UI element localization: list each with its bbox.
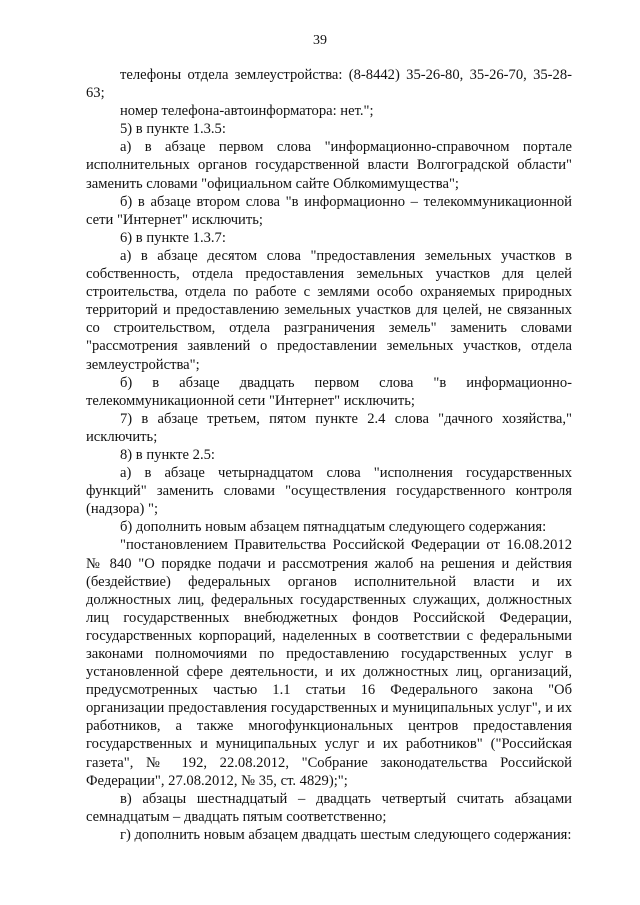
paragraph-item-5a: а) в абзаце первом слова "информационно-справочном портале исполнительных органов государственной власти Волгоградской области" заменить словами "официальном сайте Облкомимущества"; — [86, 139, 572, 192]
page-number: 39 — [313, 33, 327, 48]
paragraph-item-7: 7) в абзаце третьем, пятом пункте 2.4 слова "дачного хозяйства," исключить; — [86, 410, 572, 445]
paragraph-item-6: 6) в пункте 1.3.7: — [120, 229, 226, 246]
paragraph-item-8a: а) в абзаце четырнадцатом слова "исполнения государственных функций" заменить словами "осуществления государственного контроля (надзора) "; — [86, 465, 572, 518]
paragraph-item-5: 5) в пункте 1.3.5: — [120, 121, 226, 138]
paragraph-item-8b: б) дополнить новым абзацем пятнадцатым следующего содержания: — [120, 519, 547, 536]
paragraph-autoinformer-phone: номер телефона-автоинформатора: нет."; — [120, 103, 374, 120]
paragraph-item-8: 8) в пункте 2.5: — [120, 446, 215, 463]
paragraph-item-6b: б) в абзаце двадцать первом слова "в информационно-телекоммуникационной сети "Интернет" исключить; — [86, 374, 572, 409]
paragraph-item-5b: б) в абзаце втором слова "в информационно – телекоммуникационной сети "Интернет" исключить; — [86, 193, 572, 228]
paragraph-quoted-resolution: "постановлением Правительства Российской Федерации от 16.08.2012 № 840 "О порядке подачи и рассмотрения жалоб на решения и действия (бездействие) федеральных органов исполнительной власти и их должностных лиц, федеральных государственных служащих, должностных лиц государственных внебюджетных фондов Российской Федерации, государственных корпораций, наделенных в соответствии с федеральными законами полномочиями по предоставлению государственных услуг в установленной сфере деятельности, и их должностных лиц, организаций, предусмотренных частью 1.1 статьи 16 Федерального закона "Об организации предоставления государственных и муниципальных услуг", и их работников, а также многофункциональных центров предоставления государственных и муниципальных услуг и их работников" ("Российская газета", № 192, 22.08.2012, "Собрание законодательства Российской Федерации", 27.08.2012, № 35, ст. 4829);"; — [86, 537, 572, 789]
paragraph-land-phones: телефоны отдела землеустройства: (8-8442) 35-26-80, 35-26-70, 35-28-63; — [86, 67, 572, 102]
document-body — [86, 66, 572, 844]
paragraph-item-8d: г) дополнить новым абзацем двадцать шестым следующего содержания: — [120, 826, 572, 843]
paragraph-item-6a: а) в абзаце десятом слова "предоставления земельных участков в собственность, отдела предоставления земельных участков для целей строительства, отдела по работе с землями особо охраняемых природных территорий и предоставлению земельных участков для целей, не связанных со строительством, отдела разграничения земель" заменить словами "рассмотрения заявлений о предоставлении земельных участков, отдела землеустройства"; — [86, 247, 572, 373]
paragraph-item-8c: в) абзацы шестнадцатый – двадцать четвертый считать абзацами семнадцатым – двадцать пятым соответственно; — [86, 790, 572, 825]
